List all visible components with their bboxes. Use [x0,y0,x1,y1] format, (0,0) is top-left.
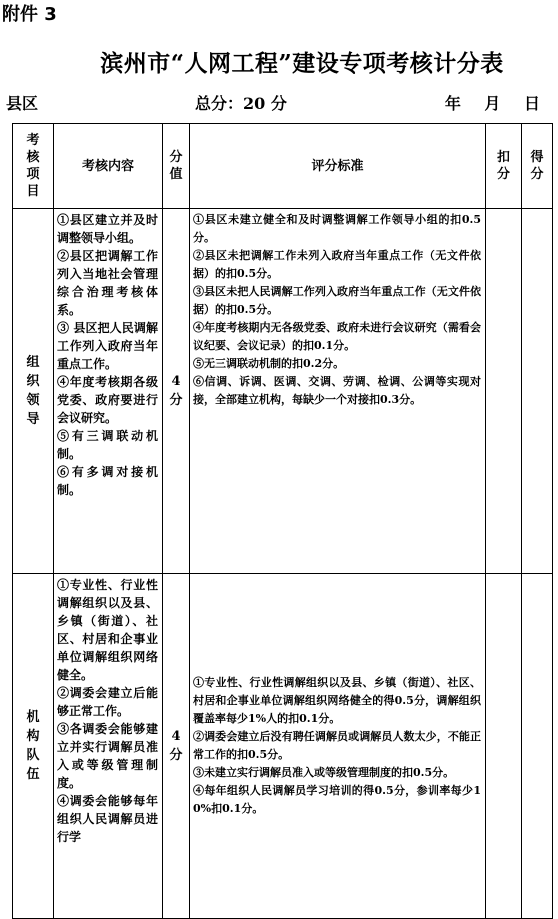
header-value-text: 分值 [169,150,183,182]
header-score [522,124,553,209]
total-score: 总分：20 分 [195,94,287,113]
criteria-line: ①县区未建立健全和及时调整调解工作领导小组的扣0.5分。 [193,213,481,244]
content-line: ①县区建立并及时调整领导小组。 [57,213,158,245]
row-item-text: 组织领导 [26,355,40,427]
row-score-cell [522,209,553,574]
header-score-text: 得分 [530,150,544,182]
score-table [12,123,553,919]
content-line: ②调委会建立后能够正常工作。 [57,686,158,718]
row-content [54,209,163,574]
table-row [13,574,553,919]
criteria-line: ③县区未把人民调解工作列入政府当年重点工作（无文件依据）的扣0.5分。 [193,285,481,316]
page-title: 滨州市“人网工程”建设专项考核计分表 [100,50,504,77]
header-deduct [486,124,522,209]
date-label: 年 月 日 [444,94,540,113]
content-line: ⑤有三调联动机制。 [57,429,158,461]
criteria-line: ⑥信调、诉调、医调、交调、劳调、检调、公调等实现对接，全部建立机构，每缺少一个对接扣0.3分。 [193,375,481,406]
criteria-line: ④每年组织人民调解员学习培训的得0.5分，参训率每少10%扣0.1分。 [193,784,481,815]
content-line: ④调委会能够每年组织人民调解员进行学 [57,794,158,844]
row-criteria [190,209,486,574]
header-content: 考核内容 [54,124,163,209]
table-row [13,209,553,574]
criteria-line: ③未建立实行调解员准入或等级管理制度的扣0.5分。 [193,766,455,779]
criteria-line: ②调委会建立后没有聘任调解员或调解员人数太少，不能正常工作的扣0.5分。 [193,730,481,761]
criteria-line: ⑤无三调联动机制的扣0.2分。 [193,357,345,370]
criteria-line: ④年度考核期内无各级党委、政府未进行会议研究（需看会议纪要、会议记录）的扣0.1分。 [193,321,481,352]
header-deduct-text: 扣分 [496,150,510,182]
content-line: ⑥有多调对接机制。 [57,465,158,497]
county-label: 县区 [6,94,39,113]
row-criteria [190,574,486,919]
criteria-line: ①专业性、行业性调解组织以及县、乡镇（街道）、社区、村居和企事业单位调解组织网络健全的得0.5分，调解组织覆盖率每少1%人的扣0.1分。 [193,676,481,725]
row-content [54,574,163,919]
row-deduct-cell [486,574,522,919]
header-item-text: 考核项目 [26,133,40,199]
criteria-line: ②县区未把调解工作未列入政府当年重点工作（无文件依据）的扣0.5分。 [193,249,481,280]
content-line: ③各调委会能够建立并实行调解员准入或等级管理制度。 [57,722,158,790]
row-item [13,574,54,919]
row-score-cell [522,574,553,919]
header-value [163,124,190,209]
row-value [163,574,190,919]
row-value-text: 4分 [169,374,183,408]
row-value [163,209,190,574]
row-value-text: 4分 [169,729,183,763]
header-criteria: 评分标准 [190,124,486,209]
content-line: ④年度考核期各级党委、政府要进行会议研究。 [57,375,158,425]
attachment-label: 附件 3 [2,4,57,25]
content-line: ①专业性、行业性调解组织以及县、乡镇（街道）、社区、村居和企事业单位调解组织网络健全。 [57,578,158,682]
header-item [13,124,54,209]
header-row [13,124,553,209]
row-item [13,209,54,574]
row-deduct-cell [486,209,522,574]
content-line: ②县区把调解工作列入当地社会管理综合治理考核体系。 [57,249,158,317]
content-line: ③ 县区把人民调解工作列入政府当年重点工作。 [57,321,158,371]
row-item-text: 机构队伍 [26,710,40,782]
